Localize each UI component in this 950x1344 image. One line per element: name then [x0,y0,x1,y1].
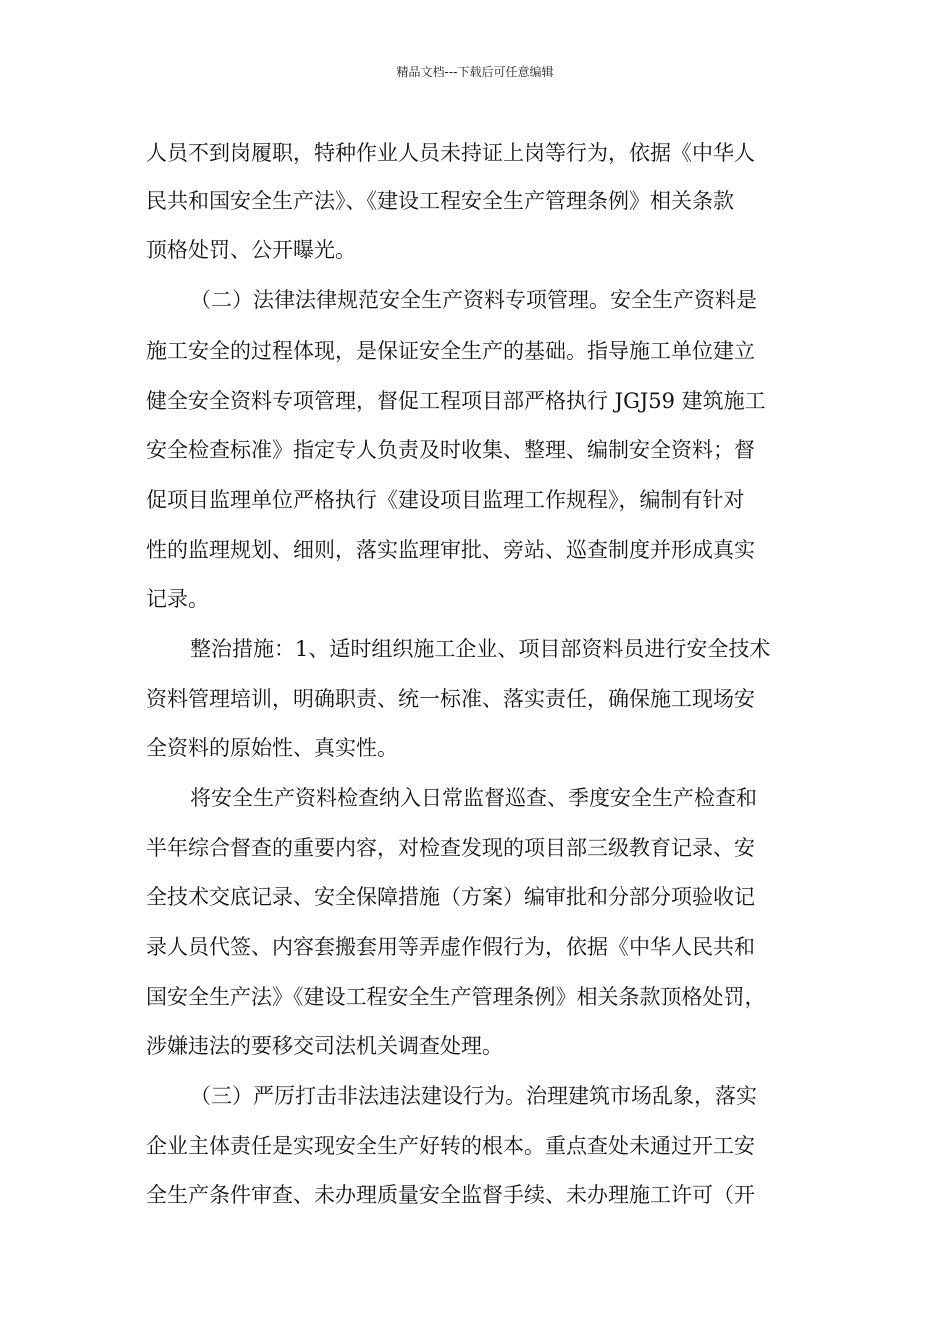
text-line: 民共和国安全生产法》、《建设工程安全生产管理条例》相关条款 [146,189,734,213]
text-line: （三）严厉打击非法违法建设行为。治理建筑市场乱象，落实 [190,1084,757,1108]
text-line: 涉嫌违法的要移交司法机关调查处理。 [146,1034,503,1058]
text-line: 全生产条件审查、未办理质量安全监督手续、未办理施工许可（开 [146,1183,755,1207]
page-header: 精品文档---下载后可任意编辑 [396,65,554,79]
text-line: （二）法律法律规范安全生产资料专项管理。安全生产资料是 [190,288,757,312]
text-line: 企业主体责任是实现安全生产好转的根本。重点查处未通过开工安 [146,1134,755,1158]
text-line: 全资料的原始性、真实性。 [146,736,398,760]
text-line: 将安全生产资料检查纳入日常监督巡查、季度安全生产检查和 [190,786,757,810]
text-line: 安全检查标准》指定专人负责及时收集、整理、编制安全资料；督 [146,438,755,462]
text-line: 顶格处罚、公开曝光。 [146,238,356,262]
text-line: 资料管理培训，明确职责、统一标准、落实责任，确保施工现场安 [146,687,755,711]
text-line: 记录。 [146,587,209,611]
text-line: 录人员代签、内容套搬套用等弄虚作假行为，依据《中华人民共和 [146,935,755,959]
text-line: 国安全生产法》《建设工程安全生产管理条例》相关条款顶格处罚， [146,985,766,1009]
text-line: 人员不到岗履职，特种作业人员未持证上岗等行为，依据《中华人 [146,141,755,165]
text-line: 促项目监理单位严格执行《建设项目监理工作规程》，编制有针对 [146,488,745,512]
text-line: 健全安全资料专项管理，督促工程项目部严格执行 JGJ59 建筑施工 [146,389,766,413]
text-line: 半年综合督查的重要内容，对检查发现的项目部三级教育记录、安 [146,836,755,860]
text-line: 全技术交底记录、安全保障措施（方案）编审批和分部分项验收记 [146,885,755,909]
text-line: 性的监理规划、细则，落实监理审批、旁站、巡查制度并形成真实 [146,538,755,562]
text-line: 整治措施：1、适时组织施工企业、项目部资料员进行安全技术 [190,637,771,661]
text-line: 施工安全的过程体现，是保证安全生产的基础。指导施工单位建立 [146,339,755,363]
